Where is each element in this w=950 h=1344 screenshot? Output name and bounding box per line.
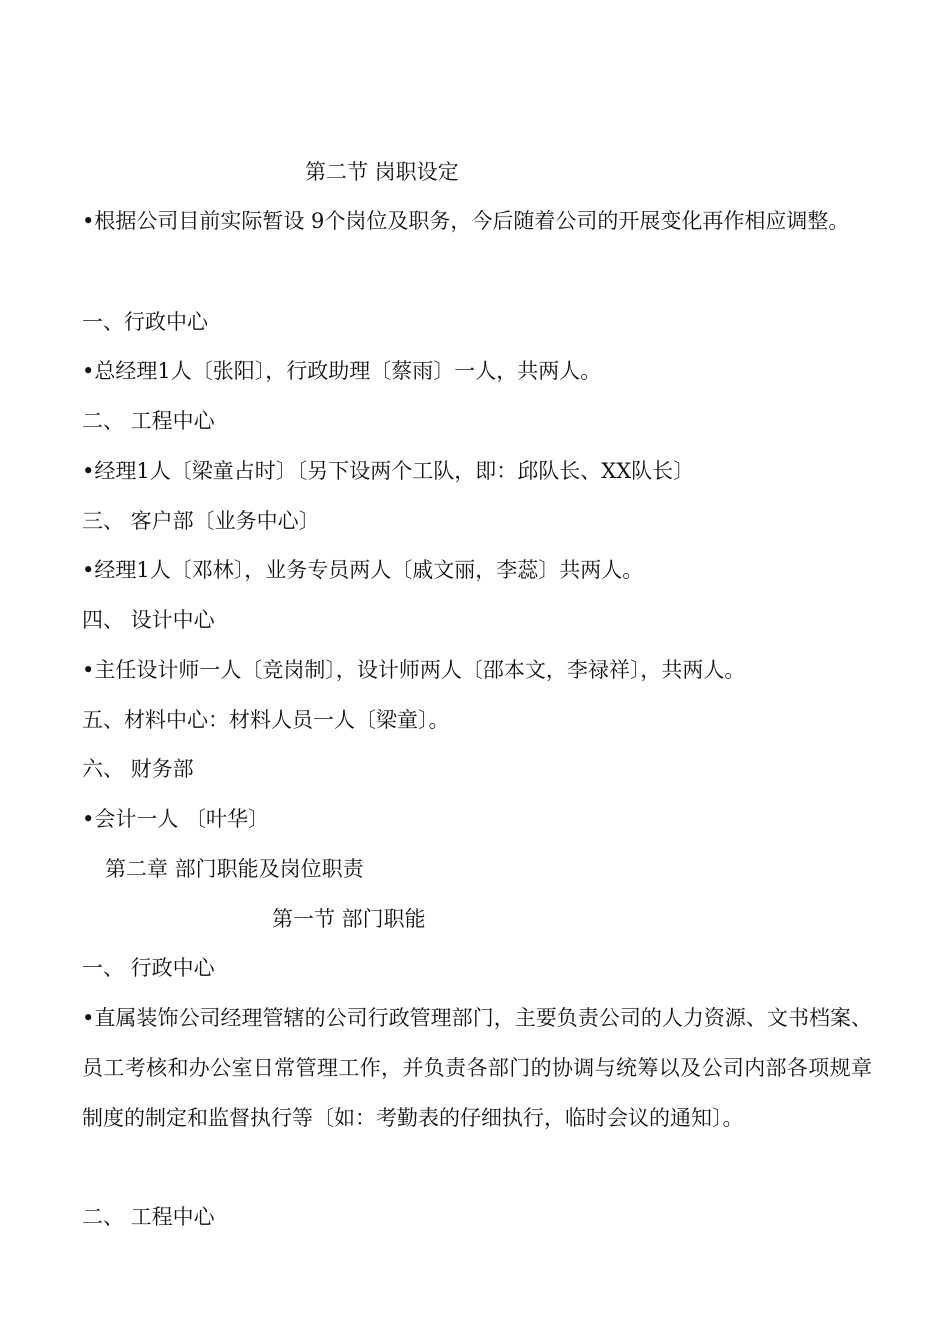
center-4-detail: •主任设计师一人〔竞岗制〕，设计师两人〔邵本文，李禄祥〕，共两人。	[82, 658, 746, 682]
engineering-heading: 二、 工程中心	[82, 1205, 215, 1229]
finance-detail: •会计一人 〔叶华〕	[82, 807, 270, 831]
center-2-heading: 二、 工程中心	[82, 409, 215, 433]
center-1-heading: 一、行政中心	[82, 310, 208, 334]
center-3-detail: •经理1人〔邓林〕，业务专员两人〔戚文丽，李蕊〕共两人。	[82, 558, 644, 582]
intro-paragraph: •根据公司目前实际暂设 9个岗位及职务，今后随着公司的开展变化再作相应调整。	[82, 209, 850, 233]
center-4-heading: 四、 设计中心	[82, 608, 215, 632]
center-2-detail: •经理1人〔梁童占时〕〔另下设两个工队，即：邱队长、XX队长〕	[82, 459, 695, 483]
center-1-detail: •总经理1人〔张阳〕，行政助理〔蔡雨〕一人，共两人。	[82, 359, 602, 383]
center-3-heading: 三、 客户部〔业务中心〕	[82, 509, 320, 533]
section-2-title: 第二节 岗职设定	[305, 160, 459, 184]
chapter-2-title: 第二章 部门职能及岗位职责	[105, 857, 364, 881]
section-1-title: 第一节 部门职能	[272, 907, 426, 931]
admin-description: •直属装饰公司经理管辖的公司行政管理部门，主要负责公司的人力资源、文书档案、员工考核和办公室日常管理工作，并负责各部门的协调与统筹以及公司内部各项规章制度的制定和监督执行等〔如：考勤表的仔细执行，临时会议的通知〕。	[82, 1006, 872, 1130]
finance-heading: 六、 财务部	[82, 757, 194, 781]
admin-heading: 一、 行政中心	[82, 956, 215, 980]
materials-line: 五、材料中心：材料人员一人〔梁童〕。	[82, 708, 450, 732]
